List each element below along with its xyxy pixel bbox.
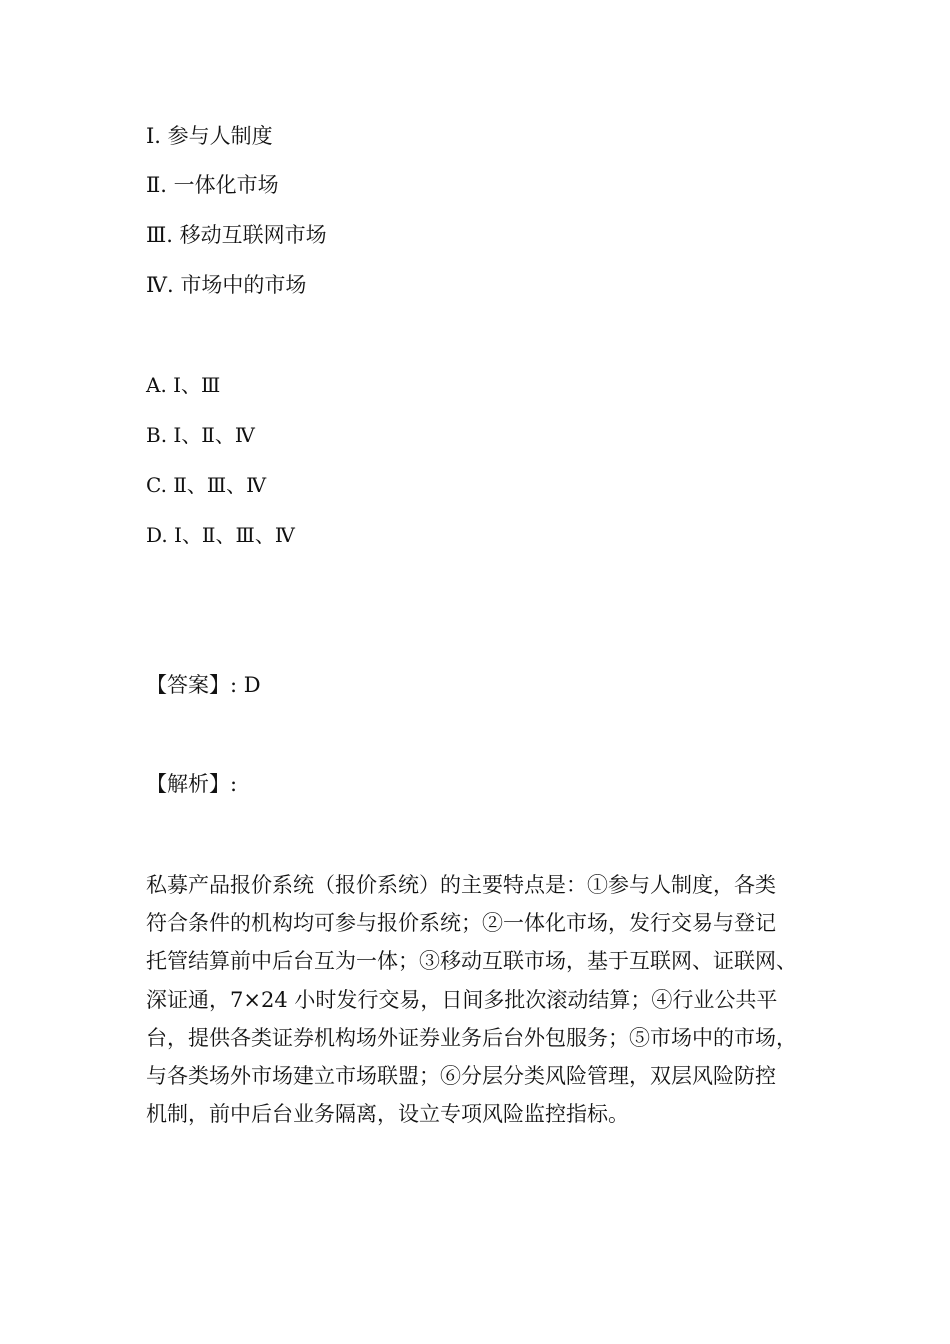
statement-1: Ⅰ. 参与人制度 (146, 124, 273, 148)
analysis-paragraph (146, 866, 814, 1133)
option-d: D. Ⅰ、Ⅱ、Ⅲ、Ⅳ (146, 523, 295, 547)
statement-2: Ⅱ. 一体化市场 (146, 173, 279, 197)
analysis-line: 机制，前中后台业务隔离，设立专项风险监控指标。 (146, 1102, 629, 1127)
option-b: B. Ⅰ、Ⅱ、Ⅳ (146, 423, 255, 447)
analysis-line: 托管结算前中后台互为一体；③移动互联市场，基于互联网、证联网、 (146, 949, 797, 974)
statement-4: Ⅳ. 市场中的市场 (146, 273, 307, 297)
analysis-label: 【解析】: (146, 772, 238, 796)
analysis-line: 与各类场外市场建立市场联盟；⑥分层分类风险管理，双层风险防控 (146, 1064, 776, 1089)
option-a: A. Ⅰ、Ⅲ (146, 373, 221, 397)
analysis-line: 私募产品报价系统（报价系统）的主要特点是：①参与人制度，各类 (146, 873, 776, 897)
option-c: C. Ⅱ、Ⅲ、Ⅳ (146, 473, 267, 497)
answer-line: 【答案】: D (146, 673, 261, 697)
analysis-line: 台，提供各类证券机构场外证券业务后台外包服务；⑤市场中的市场， (146, 1025, 797, 1050)
analysis-line: 深证通，7×24 小时发行交易，日间多批次滚动结算；④行业公共平 (146, 987, 778, 1012)
statement-3: Ⅲ. 移动互联网市场 (146, 223, 327, 247)
analysis-line: 符合条件的机构均可参与报价系统；②一体化市场，发行交易与登记 (146, 911, 776, 936)
